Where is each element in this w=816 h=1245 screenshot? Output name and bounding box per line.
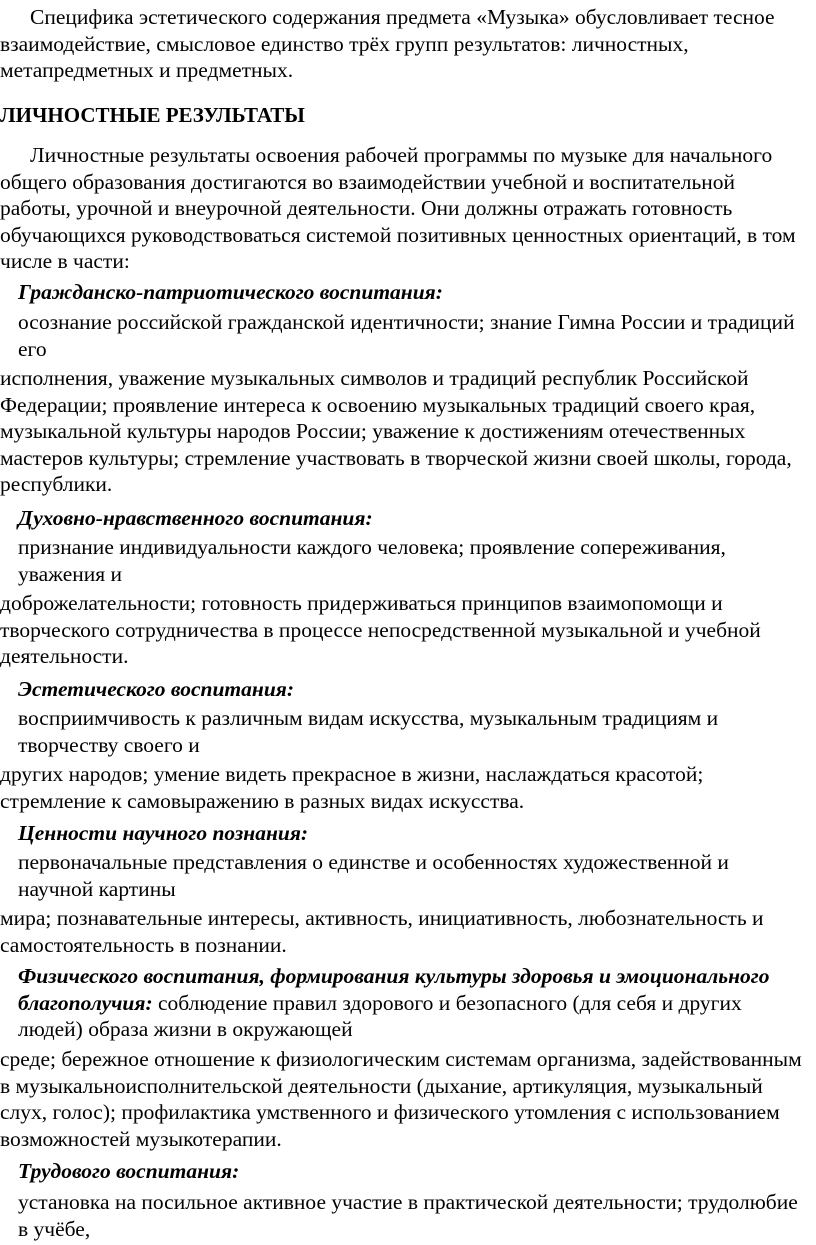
physical-paragraph-cont [0,1046,802,1152]
heading-aesthetic [0,676,294,703]
line: общего образования достигаются во взаимодействии учебной и воспитательной [0,169,736,194]
line: осознание российской гражданской идентичности; знание Гимна России и традиций [18,310,795,334]
heading-labor [0,1158,239,1185]
line: восприимчивость к различным видам искусства, музыкальным традициям и [18,706,719,730]
line: его [18,336,47,361]
heading-science [0,820,308,847]
subheading: Трудового воспитания: [18,1159,240,1183]
line: среде; бережное отношение к физиологическим системам организма, задействованным [0,1047,802,1071]
intro-paragraph [0,4,775,84]
subheading: Духовно-нравственного воспитания: [18,506,373,530]
section-paragraph [0,142,796,275]
line: республики. [0,472,113,496]
aesthetic-paragraph-cont [0,761,703,814]
section-title: ЛИЧНОСТНЫЕ РЕЗУЛЬТАТЫ [0,103,305,127]
line: числе в части: [0,249,130,273]
line-text: соблюдение правил здорового и безопасного (для себя и других [157,990,742,1015]
line: научной картины [18,876,176,901]
subheading-end: благополучия: [18,990,153,1015]
physical-paragraph [0,963,769,1043]
heading-civic [0,279,443,306]
line: возможностей музыкотерапии. [0,1126,282,1151]
line: самостоятельность в познании. [0,932,287,957]
line: мастеров культуры; стремление участвовать в творческой жизни своей школы, города, [0,445,792,470]
line: первоначальные представления о единстве и особенностях художественной и [18,850,729,874]
line: исполнения, уважение музыкальных символов и традиций республик Российской [0,366,749,390]
line: музыкальной культуры народов России; уважение к достижениям отечественных [0,419,746,443]
heading-spiritual [0,505,373,532]
line: других народов; умение видеть прекрасное в жизни, наслаждаться красотой; [0,762,704,786]
subheading: Эстетического воспитания: [18,677,295,701]
line: Специфика эстетического содержания предмета «Музыка» обусловливает тесное [30,5,775,29]
line: деятельности. [0,644,129,668]
line: людей) образа жизни в окружающей [18,1017,353,1041]
aesthetic-paragraph [0,705,718,758]
civic-paragraph-cont [0,365,792,498]
line: обучающихся руководствоваться системой позитивных ценностных ориентаций, в том [0,222,796,247]
line: в учёбе, [18,1216,91,1241]
line: взаимодействие, смысловое единство трёх групп результатов: личностных, [0,31,689,56]
line: Федерации; проявление интереса к освоению музыкальных традиций своего края, [0,392,756,417]
spiritual-paragraph [0,534,726,587]
line: метапредметных и предметных. [0,58,294,82]
subheading: Физического воспитания, формирования культуры здоровья и эмоционального [18,964,770,988]
line: работы, урочной и внеурочной деятельности. Они должны отражать готовность [0,196,733,220]
line: слух, голос); профилактика умственного и физического утомления с использованием [0,1100,780,1124]
line: Личностные результаты освоения рабочей программы по музыке для начального [30,143,773,167]
line: доброжелательности; готовность придерживаться принципов взаимопомощи и [0,591,723,615]
section-heading [0,102,305,129]
subheading: Гражданско-патриотического воспитания: [18,280,443,304]
line: стремление к самовыражению в разных видах искусства. [0,788,525,813]
line: мира; познавательные интересы, активность, инициативность, любознательность и [0,906,764,930]
line: признание индивидуальности каждого человека; проявление сопереживания, [18,535,726,559]
line: в музыкальноисполнительской деятельности (дыхание, артикуляция, музыкальный [0,1073,763,1098]
spiritual-paragraph-cont [0,590,761,670]
civic-paragraph [0,309,795,362]
subheading: Ценности научного познания: [18,821,309,845]
labor-paragraph [0,1189,798,1242]
line: уважения и [18,561,123,586]
line: творческого сотрудничества в процессе непосредственной музыкальной и учебной [0,617,761,642]
line: творчеству своего и [18,732,200,757]
science-paragraph [0,849,729,902]
science-paragraph-cont [0,905,764,958]
line: установка на посильное активное участие в практической деятельности; трудолюбие [18,1190,798,1214]
